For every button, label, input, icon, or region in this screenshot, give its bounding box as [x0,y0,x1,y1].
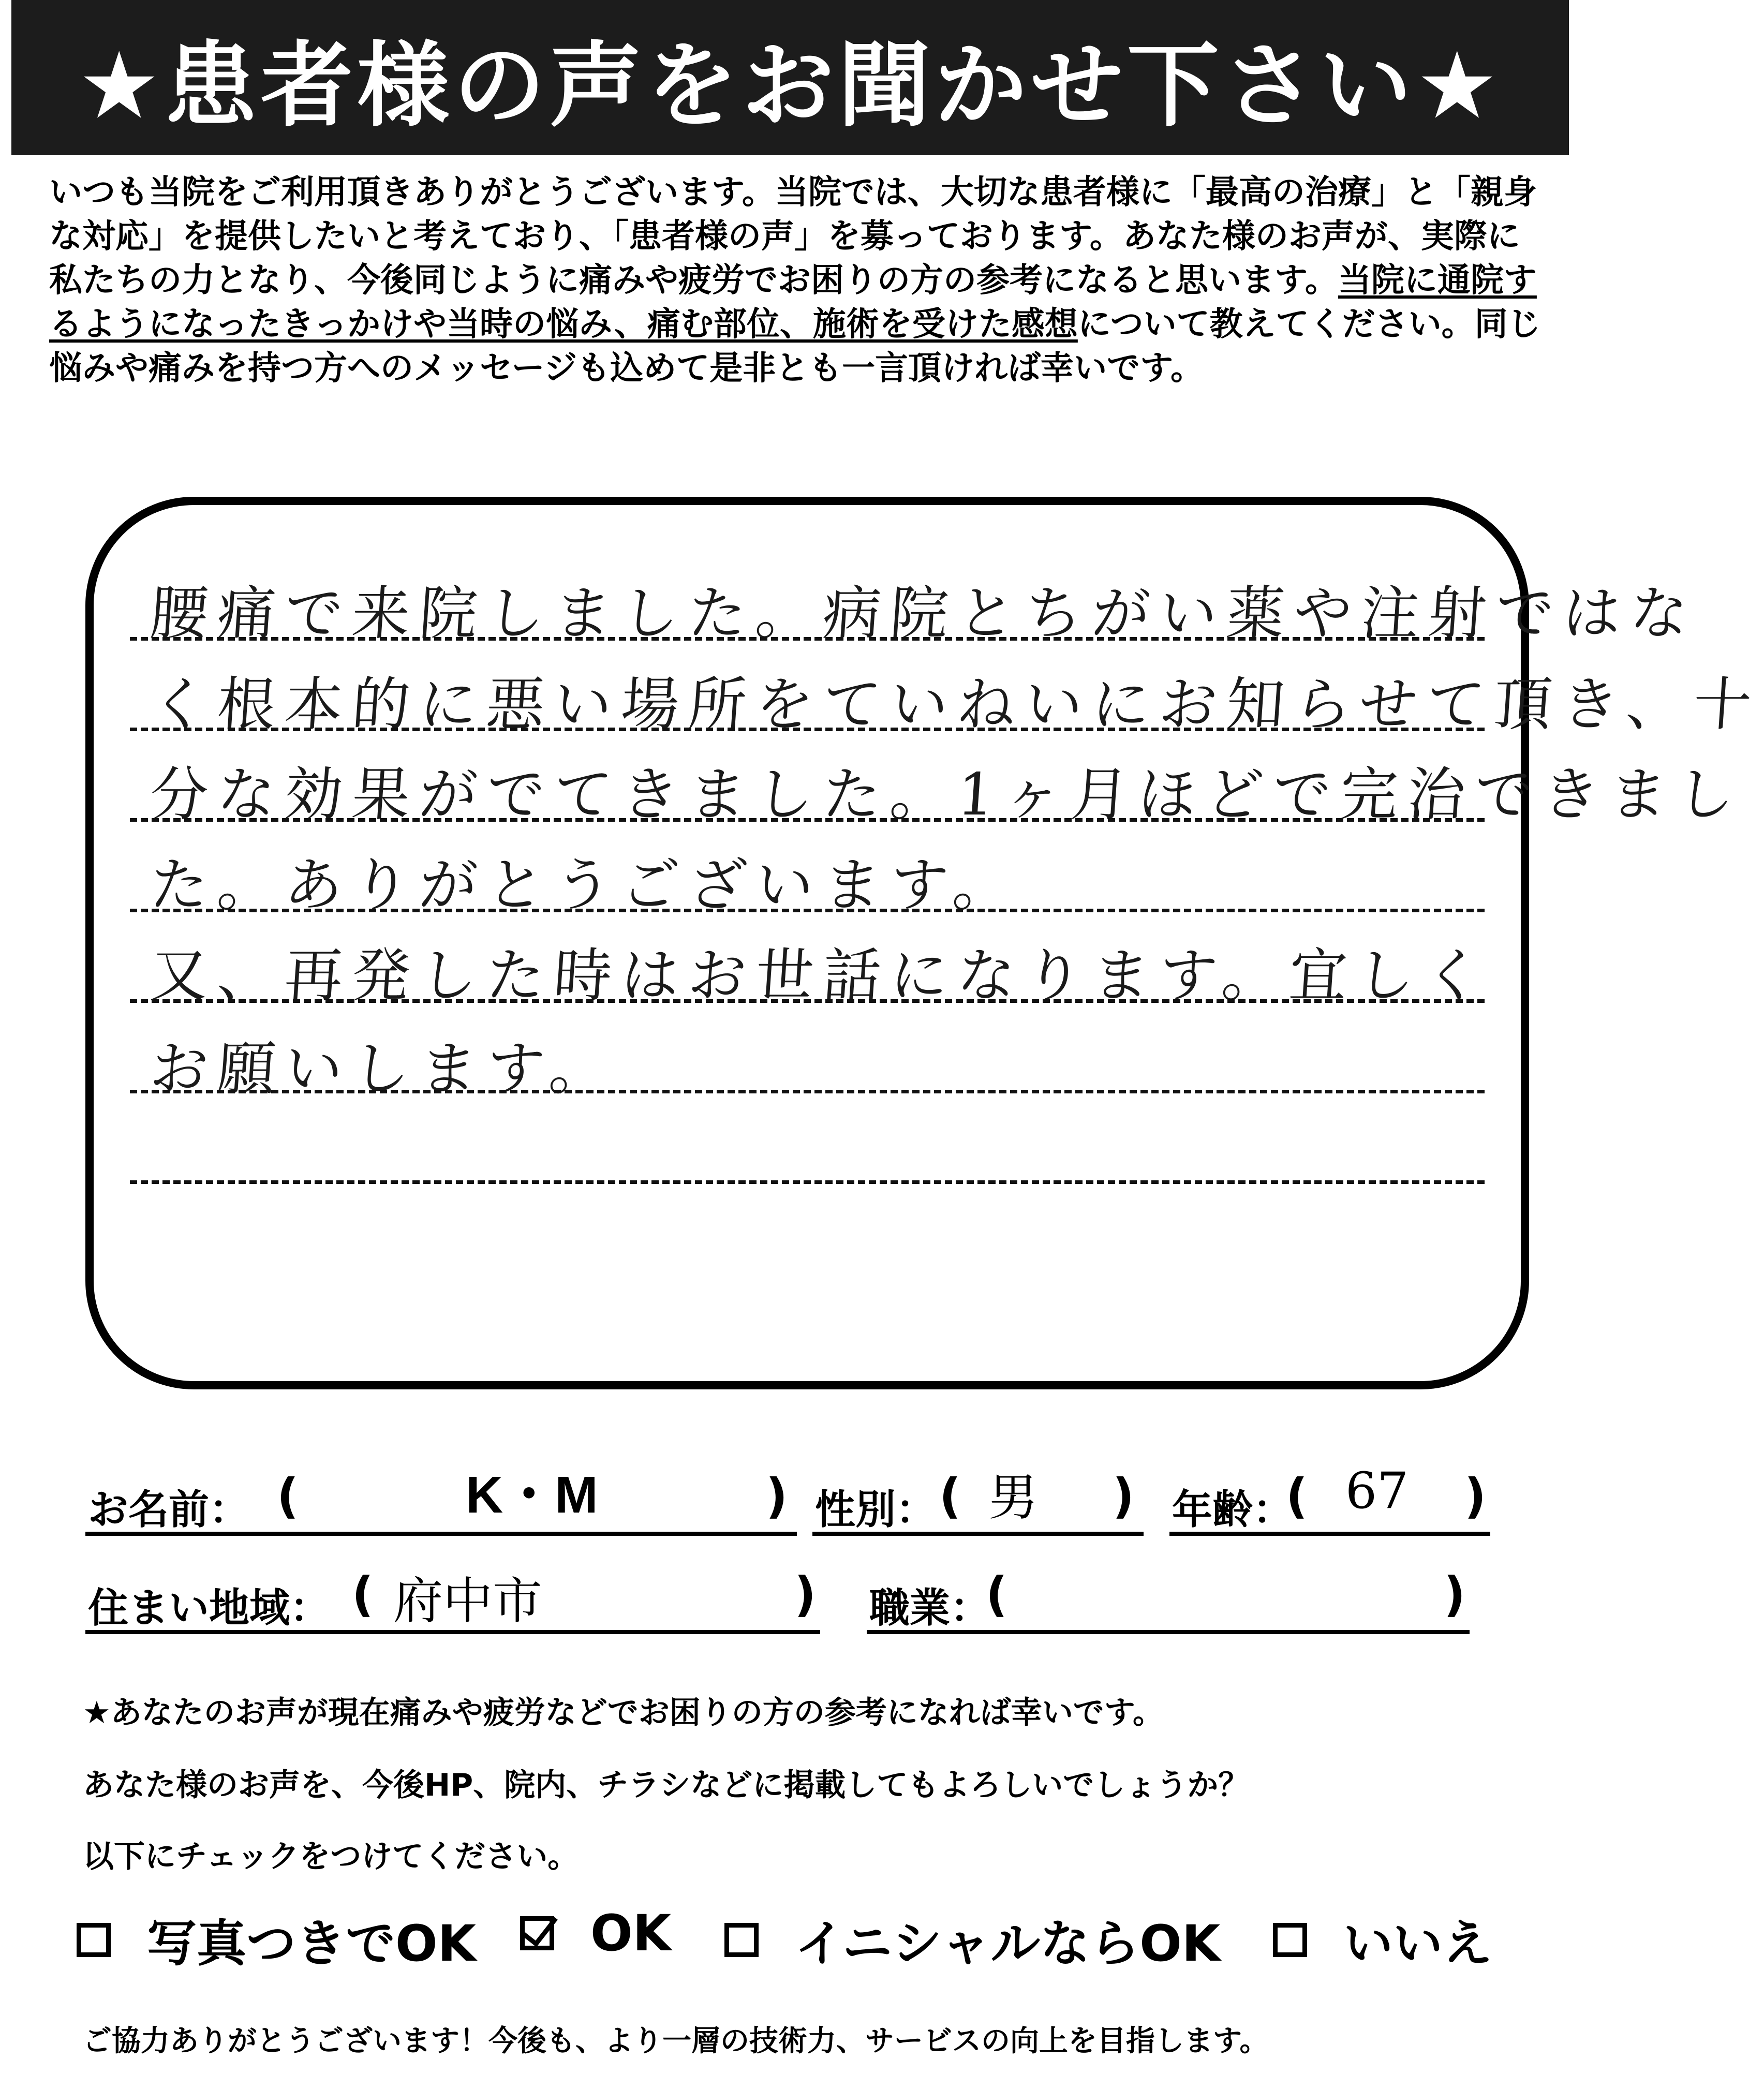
consent-initial-ok[interactable] [724,1904,1220,1975]
option-label: いいえ [1343,1915,1492,1973]
gender-field[interactable]: 男 [988,1469,1038,1527]
message-box[interactable] [85,497,1763,1389]
area-paren-open: ( [352,1567,374,1622]
area-paren-close: ) [794,1567,817,1622]
checkbox-checked[interactable] [520,1916,554,1950]
gender-label: 性別： [815,1487,937,1533]
ruled-line [130,999,1485,1003]
message-line: 又、再発した時はお世話になります。宜しく [147,942,1493,1010]
ruled-line [130,637,1485,641]
checkbox[interactable] [1273,1923,1307,1957]
name-underline [85,1532,797,1536]
message-line: 腰痛で来院しました。病院とちがい薬や注射ではな [147,580,1700,647]
consent-ok[interactable] [520,1904,671,1962]
area-underline [85,1630,820,1634]
page-title: ★患者様の声をお聞かせ下さい★ [11,0,1569,155]
area-field[interactable]: 府中市 [393,1572,542,1630]
job-paren-open: ( [986,1567,1008,1622]
ruled-line [130,818,1485,822]
message-line: 分な効果がでてきました。1ヶ月ほどで完治できまし [147,761,1746,828]
name-label: お名前： [88,1487,250,1533]
ruled-line [130,1180,1485,1184]
message-line: お願いします。 [147,1035,619,1103]
footer-thanks: ご協力ありがとうございます！今後も、より一層の技術力、サービスの向上を目指します。 [83,2024,1269,2058]
note-line-1: ★あなたのお声が現在痛みや疲労などでお困りの方の参考になれば幸いです。 [83,1695,1164,1731]
option-label: イニシャルならOK [795,1915,1221,1973]
checkbox[interactable] [77,1923,111,1957]
option-label: 写真つきでOK [147,1915,476,1973]
job-underline [867,1630,1470,1634]
age-underline [1169,1532,1490,1536]
note-line-3: 以下にチェックをつけてください。 [83,1839,579,1875]
intro-text-2: について教えてください。同じ悩みや痛みを持つ方へのメッセージも込めて是非とも一言頂ければ幸いです。 [49,305,1541,388]
age-paren-open: ( [1286,1469,1308,1524]
age-field[interactable]: 67 [1345,1462,1409,1520]
intro-paragraph [49,171,1550,391]
age-paren-close: ) [1464,1469,1487,1524]
intro-highlight: 当院に通院するようになったきっかけや当時の悩み、痛む部位、施術を受けた感想 [49,261,1537,344]
checkbox[interactable] [724,1923,759,1957]
name-field[interactable]: K・M [466,1466,598,1524]
gender-underline [812,1532,1144,1536]
ruled-line [130,909,1485,912]
ruled-line [130,728,1485,731]
name-paren-open: ( [277,1469,299,1524]
consent-no[interactable] [1273,1904,1492,1975]
intro-text-1: いつも当院をご利用頂きありがとうございます。当院では、大切な患者様に「最高の治療」と「親身な対応」を提供したいと考えており、「患者様の声」を募っております。あなた様のお声が、実際に私たちの力となり、今後同じように痛みや疲労でお困りの方の参考になると思います。 [49,173,1537,300]
job-paren-close: ) [1444,1567,1466,1622]
option-label: OK [590,1904,671,1962]
gender-paren-close: ) [1113,1469,1135,1524]
area-label: 住まい地域： [88,1585,331,1632]
message-line: く根本的に悪い場所をていねいにお知らせて頂き、十 [147,671,1763,738]
note-line-2: あなた様のお声を、今後HP、院内、チラシなどに掲載してもよろしいでしょうか？ [83,1767,1250,1803]
ruled-line [130,1090,1485,1093]
consent-photo-ok[interactable] [77,1904,476,1975]
job-label: 職業： [869,1585,991,1632]
gender-paren-open: ( [939,1469,961,1524]
age-label: 年齢： [1172,1487,1294,1533]
message-line: た。ありがとうございます。 [147,852,1022,919]
name-paren-close: ) [766,1469,788,1524]
